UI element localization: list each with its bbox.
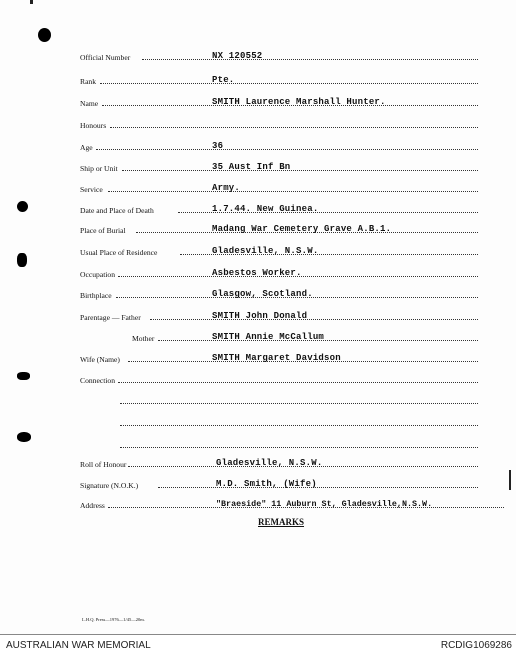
archive-source: AUSTRALIAN WAR MEMORIAL	[6, 640, 151, 651]
label-mother: Mother	[132, 334, 155, 343]
dotted-line	[120, 447, 478, 448]
value-service: Army.	[212, 183, 241, 193]
edge-mark-right	[509, 470, 511, 490]
dotted-line	[118, 382, 478, 383]
dotted-line	[96, 149, 478, 150]
field-connection	[80, 371, 480, 385]
field-wife	[80, 350, 480, 364]
field-mother	[132, 329, 480, 343]
field-signature	[80, 476, 480, 490]
value-birthplace: Glasgow, Scotland.	[212, 289, 313, 299]
field-date-place-death	[80, 201, 480, 215]
label-roll-of-honour: Roll of Honour	[80, 460, 127, 469]
field-roll-of-honour	[80, 455, 480, 469]
connection-extra-line	[120, 414, 480, 428]
label-signature: Signature (N.O.K.)	[80, 481, 139, 490]
value-address: "Braeside" 11 Auburn St, Gladesville,N.S.W.	[216, 499, 433, 509]
field-honours	[80, 116, 480, 130]
value-place-of-burial: Madang War Cemetery Grave A.B.1.	[212, 224, 392, 234]
field-age	[80, 138, 480, 152]
value-usual-residence: Gladesville, N.S.W.	[212, 246, 319, 256]
dotted-line	[122, 170, 478, 171]
dotted-line	[120, 425, 478, 426]
field-official-number	[80, 48, 480, 62]
label-name: Name	[80, 99, 99, 108]
remarks-heading: REMARKS	[258, 517, 305, 527]
dotted-line	[158, 487, 478, 488]
field-service	[80, 180, 480, 194]
label-honours: Honours	[80, 121, 107, 130]
edge-mark-top	[30, 0, 33, 4]
value-rank: Pte.	[212, 75, 235, 85]
label-service: Service	[80, 185, 103, 194]
archive-footer	[0, 634, 516, 655]
field-address	[80, 496, 506, 510]
label-wife: Wife (Name)	[80, 355, 120, 364]
label-rank: Rank	[80, 77, 97, 86]
dotted-line	[150, 319, 478, 320]
punch-hole-upper	[17, 201, 28, 212]
field-place-of-burial	[80, 221, 480, 235]
dotted-line	[100, 83, 478, 84]
field-occupation	[80, 265, 480, 279]
label-birthplace: Birthplace	[80, 291, 112, 300]
field-ship-or-unit	[80, 159, 480, 173]
record-id: RCDIG1069286	[440, 640, 512, 651]
dotted-line	[142, 59, 478, 60]
dotted-line	[110, 127, 478, 128]
label-usual-residence: Usual Place of Residence	[80, 248, 158, 257]
value-official-number: NX 120552	[212, 51, 263, 61]
label-occupation: Occupation	[80, 270, 116, 279]
value-roll-of-honour: Gladesville, N.S.W.	[216, 458, 323, 468]
label-address: Address	[80, 501, 105, 510]
label-place-of-burial: Place of Burial	[80, 226, 126, 235]
label-age: Age	[80, 143, 93, 152]
field-rank	[80, 72, 480, 86]
value-name: SMITH Laurence Marshall Hunter.	[212, 97, 386, 107]
connection-extra-line	[120, 436, 480, 450]
value-age: 36	[212, 141, 224, 151]
value-date-place-death: 1.7.44. New Guinea.	[212, 204, 319, 214]
punch-hole-top	[38, 28, 51, 42]
label-connection: Connection	[80, 376, 116, 385]
field-name	[80, 94, 480, 108]
value-parentage-father: SMITH John Donald	[212, 311, 308, 321]
printer-note: L.H.Q. Press—1976—1/45—20m.	[82, 617, 145, 622]
value-mother: SMITH Annie McCallum	[212, 332, 325, 342]
field-parentage-father	[80, 308, 480, 322]
value-signature: M.D. Smith, (Wife)	[216, 479, 317, 489]
value-occupation: Asbestos Worker.	[212, 268, 302, 278]
value-wife: SMITH Margaret Davidson	[212, 353, 341, 363]
value-ship-or-unit: 35 Aust Inf Bn	[212, 162, 291, 172]
dotted-line	[120, 403, 478, 404]
connection-extra-line	[120, 392, 480, 406]
field-birthplace	[80, 286, 480, 300]
field-usual-residence	[80, 243, 480, 257]
dotted-line	[108, 191, 478, 192]
punch-hole-middle	[17, 253, 27, 267]
label-date-place-death: Date and Place of Death	[80, 206, 154, 215]
label-ship-or-unit: Ship or Unit	[80, 164, 118, 173]
label-official-number: Official Number	[80, 53, 131, 62]
punch-hole-lower	[17, 372, 30, 380]
label-parentage-father: Parentage — Father	[80, 313, 141, 322]
punch-hole-bottom	[17, 432, 31, 442]
